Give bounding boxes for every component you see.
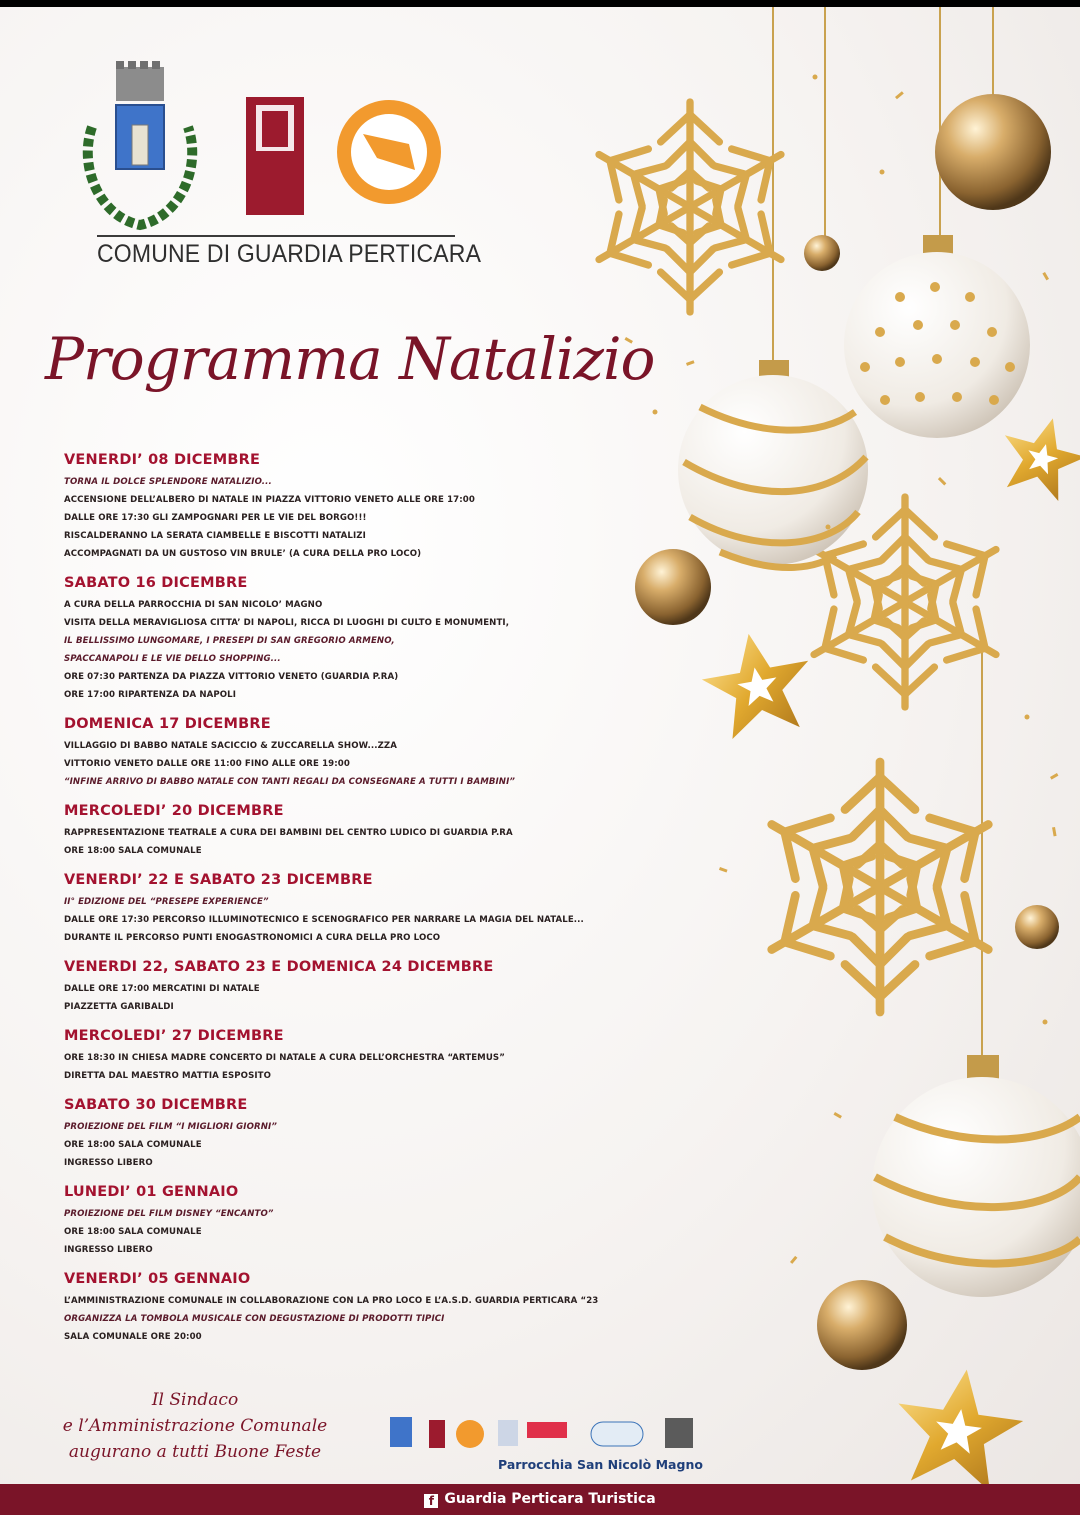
event-list [64, 452, 684, 1358]
event-detail-line: ACCENSIONE DELL’ALBERO DI NATALE IN PIAZZA VITTORIO VENETO ALLE ORE 17:00 [64, 495, 475, 505]
event-detail-line: PIAZZETTA GARIBALDI [64, 1002, 174, 1012]
event-detail-line: SPACCANAPOLI E LE VIE DELLO SHOPPING... [64, 654, 281, 664]
event-detail-line: IL BELLISSIMO LUNGOMARE, I PRESEPI DI SAN GREGORIO ARMENO, [64, 636, 395, 646]
event-detail-line: ORE 17:00 RIPARTENZA DA NAPOLI [64, 690, 237, 700]
event-date-heading: VENERDI 22, SABATO 23 E DOMENICA 24 DICEMBRE [64, 959, 494, 975]
event-detail-line: INGRESSO LIBERO [64, 1158, 153, 1168]
comune-title: COMUNE DI GUARDIA PERTICARA [97, 240, 482, 268]
event-detail-line: L’AMMINISTRAZIONE COMUNALE IN COLLABORAZIONE CON LA PRO LOCO E L’A.S.D. GUARDIA PERTICARA “23 [64, 1296, 599, 1306]
header-rule [97, 235, 455, 237]
footer-bar [0, 1484, 1080, 1515]
event-block [64, 1271, 684, 1346]
event-block [64, 1097, 684, 1172]
event-date-heading: DOMENICA 17 DICEMBRE [64, 716, 271, 732]
event-block [64, 803, 684, 860]
event-detail-line: TORNA IL DOLCE SPLENDORE NATALIZIO... [64, 477, 272, 487]
event-date-heading: VENERDI’ 05 GENNAIO [64, 1271, 251, 1287]
poster [0, 7, 1080, 1515]
greeting-line: augurano a tutti Buone Feste [68, 1442, 322, 1462]
event-detail-line: RISCALDERANNO LA SERATA CIAMBELLE E BISCOTTI NATALIZI [64, 531, 366, 541]
event-detail-line: PROIEZIONE DEL FILM DISNEY “ENCANTO” [64, 1209, 274, 1219]
event-detail-line: ACCOMPAGNATI DA UN GUSTOSO VIN BRULE’ (A CURA DELLA PRO LOCO) [64, 549, 422, 559]
event-detail-line: II° EDIZIONE DEL “PRESEPE EXPERIENCE” [64, 897, 269, 907]
event-detail-line: INGRESSO LIBERO [64, 1245, 153, 1255]
event-detail-line: VISITA DELLA MERAVIGLIOSA CITTA’ DI NAPOLI, RICCA DI LUOGHI DI CULTO E MONUMENTI, [64, 618, 510, 628]
event-block [64, 1028, 684, 1085]
event-block [64, 872, 684, 947]
event-detail-line: VITTORIO VENETO DALLE ORE 11:00 FINO ALLE ORE 19:00 [64, 759, 350, 769]
page-title: Programma Natalizio [45, 325, 655, 393]
parrocchia-label: Parrocchia San Nicolò Magno [498, 1457, 703, 1472]
event-block [64, 575, 684, 704]
event-block [64, 716, 684, 791]
event-date-heading: VENERDI’ 22 E SABATO 23 DICEMBRE [64, 872, 373, 888]
event-detail-line: ORGANIZZA LA TOMBOLA MUSICALE CON DEGUSTAZIONE DI PRODOTTI TIPICI [64, 1314, 445, 1324]
event-block [64, 1184, 684, 1259]
event-detail-line: SALA COMUNALE ORE 20:00 [64, 1332, 202, 1342]
event-date-heading: SABATO 16 DICEMBRE [64, 575, 248, 591]
event-detail-line: PROIEZIONE DEL FILM “I MIGLIORI GIORNI” [64, 1122, 277, 1132]
event-detail-line: DIRETTA DAL MAESTRO MATTIA ESPOSITO [64, 1071, 272, 1081]
event-date-heading: SABATO 30 DICEMBRE [64, 1097, 248, 1113]
event-detail-line: ORE 18:00 SALA COMUNALE [64, 1227, 202, 1237]
event-detail-line: VILLAGGIO DI BABBO NATALE SACICCIO & ZUCCARELLA SHOW...ZZA [64, 741, 398, 751]
event-block [64, 452, 684, 563]
event-detail-line: ORE 18:00 SALA COMUNALE [64, 846, 202, 856]
event-date-heading: VENERDI’ 08 DICEMBRE [64, 452, 261, 468]
greeting-line: Il Sindaco [151, 1390, 239, 1410]
event-detail-line: ORE 18:30 IN CHIESA MADRE CONCERTO DI NATALE A CURA DELL’ORCHESTRA “ARTEMUS” [64, 1053, 505, 1063]
event-date-heading: LUNEDI’ 01 GENNAIO [64, 1184, 239, 1200]
event-detail-line: ORE 07:30 PARTENZA DA PIAZZA VITTORIO VENETO (GUARDIA P.RA) [64, 672, 399, 682]
facebook-icon: f [424, 1494, 438, 1508]
event-detail-line: “INFINE ARRIVO DI BABBO NATALE CON TANTI REGALI DA CONSEGNARE A TUTTI I BAMBINI” [64, 777, 516, 787]
event-date-heading: MERCOLEDI’ 27 DICEMBRE [64, 1028, 284, 1044]
greeting [60, 1387, 330, 1465]
event-date-heading: MERCOLEDI’ 20 DICEMBRE [64, 803, 284, 819]
event-block [64, 959, 684, 1016]
event-detail-line: DALLE ORE 17:00 MERCATINI DI NATALE [64, 984, 260, 994]
greeting-line: e l’Amministrazione Comunale [62, 1416, 328, 1436]
event-detail-line: RAPPRESENTAZIONE TEATRALE A CURA DEI BAMBINI DEL CENTRO LUDICO DI GUARDIA P.RA [64, 828, 513, 838]
event-detail-line: ORE 18:00 SALA COMUNALE [64, 1140, 202, 1150]
event-detail-line: DALLE ORE 17:30 GLI ZAMPOGNARI PER LE VIE DEL BORGO!!! [64, 513, 367, 523]
event-detail-line: DALLE ORE 17:30 PERCORSO ILLUMINOTECNICO E SCENOGRAFICO PER NARRARE LA MAGIA DEL NATALE... [64, 915, 584, 925]
footer-link[interactable] [0, 1484, 1080, 1515]
event-detail-line: DURANTE IL PERCORSO PUNTI ENOGASTRONOMICI A CURA DELLA PRO LOCO [64, 933, 441, 943]
event-detail-line: A CURA DELLA PARROCCHIA DI SAN NICOLO’ MAGNO [64, 600, 323, 610]
footer-label: Guardia Perticara Turistica [444, 1491, 656, 1507]
